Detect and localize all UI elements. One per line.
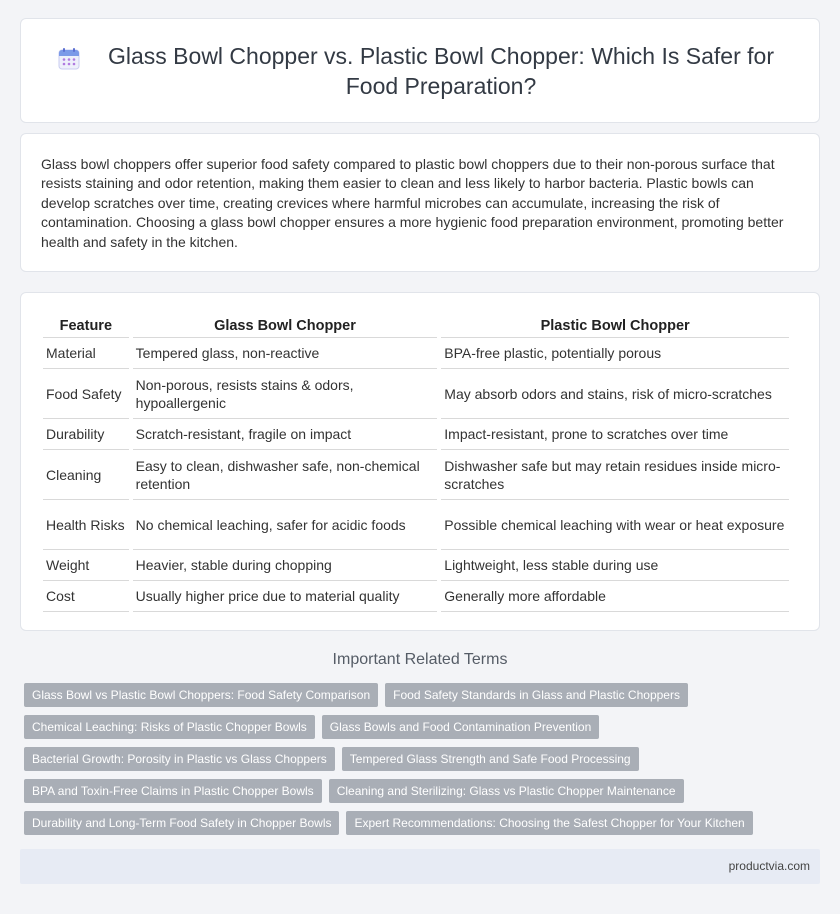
comparison-card (20, 292, 820, 631)
glass-cell: Scratch-resistant, fragile on impact (133, 419, 438, 450)
related-term-tag[interactable]: Cleaning and Sterilizing: Glass vs Plastic Chopper Maintenance (329, 779, 684, 803)
tag-row (24, 779, 824, 803)
related-term-tag[interactable]: Glass Bowls and Food Contamination Prevention (322, 715, 599, 739)
glass-cell: Easy to clean, dishwasher safe, non-chemical retention (133, 450, 438, 500)
glass-cell: No chemical leaching, safer for acidic foods (133, 500, 438, 550)
table-row (43, 581, 789, 612)
related-term-tag[interactable]: Tempered Glass Strength and Safe Food Processing (342, 747, 639, 771)
feature-cell: Health Risks (43, 500, 129, 550)
feature-cell: Cleaning (43, 450, 129, 500)
intro-paragraph: Glass bowl choppers offer superior food safety compared to plastic bowl choppers due to their non-porous surface that resists staining and odor retention, making them easier to clean and less likely to harbor bacteria. Plastic bowls can develop scratches over time, creating crevices where harmful microbes can accumulate, increasing the risk of contamination. Choosing a glass bowl chopper ensures a more hygienic food preparation environment, promoting better health and safety in the kitchen. (41, 156, 784, 250)
related-terms-title: Important Related Terms (332, 651, 508, 668)
table-row (43, 338, 789, 369)
feature-cell: Food Safety (43, 369, 129, 419)
table-row (43, 369, 789, 419)
title-row (21, 41, 821, 101)
plastic-cell: Lightweight, less stable during use (441, 550, 789, 581)
glass-cell: Non-porous, resists stains & odors, hypoallergenic (133, 369, 438, 419)
glass-cell: Heavier, stable during chopping (133, 550, 438, 581)
related-term-tag[interactable]: Bacterial Growth: Porosity in Plastic vs Glass Choppers (24, 747, 335, 771)
plastic-cell: Generally more affordable (441, 581, 789, 612)
tag-row (24, 811, 824, 835)
comparison-table (39, 315, 793, 612)
glass-cell: Usually higher price due to material quality (133, 581, 438, 612)
plastic-cell: May absorb odors and stains, risk of micro-scratches (441, 369, 789, 419)
tag-row (24, 747, 824, 771)
related-terms-list (24, 683, 824, 843)
header-card (20, 18, 820, 123)
table-row (43, 450, 789, 500)
related-term-tag[interactable]: Durability and Long-Term Food Safety in Chopper Bowls (24, 811, 339, 835)
intro-card (20, 133, 820, 272)
feature-cell: Durability (43, 419, 129, 450)
feature-cell: Material (43, 338, 129, 369)
footer (20, 849, 820, 884)
page-title: Glass Bowl Chopper vs. Plastic Bowl Chopper: Which Is Safer for Food Preparation? (108, 43, 774, 99)
table-row (43, 419, 789, 450)
header-plastic: Plastic Bowl Chopper (441, 315, 789, 338)
plastic-cell: Dishwasher safe but may retain residues inside micro-scratches (441, 450, 789, 500)
related-term-tag[interactable]: Expert Recommendations: Choosing the Safest Chopper for Your Kitchen (346, 811, 752, 835)
plastic-cell: Possible chemical leaching with wear or heat exposure (441, 500, 789, 550)
plastic-cell: BPA-free plastic, potentially porous (441, 338, 789, 369)
table-row (43, 550, 789, 581)
footer-site-link[interactable]: productvia.com (728, 859, 810, 873)
table-row (43, 500, 789, 550)
tag-row (24, 683, 824, 707)
calendar-icon (57, 47, 81, 71)
feature-cell: Weight (43, 550, 129, 581)
glass-cell: Tempered glass, non-reactive (133, 338, 438, 369)
tag-row (24, 715, 824, 739)
table-header-row (43, 315, 789, 338)
header-feature: Feature (43, 315, 129, 338)
related-term-tag[interactable]: Glass Bowl vs Plastic Bowl Choppers: Food Safety Comparison (24, 683, 378, 707)
feature-cell: Cost (43, 581, 129, 612)
related-term-tag[interactable]: Chemical Leaching: Risks of Plastic Chopper Bowls (24, 715, 315, 739)
related-term-tag[interactable]: Food Safety Standards in Glass and Plastic Choppers (385, 683, 688, 707)
related-term-tag[interactable]: BPA and Toxin-Free Claims in Plastic Chopper Bowls (24, 779, 322, 803)
header-glass: Glass Bowl Chopper (133, 315, 438, 338)
plastic-cell: Impact-resistant, prone to scratches over time (441, 419, 789, 450)
